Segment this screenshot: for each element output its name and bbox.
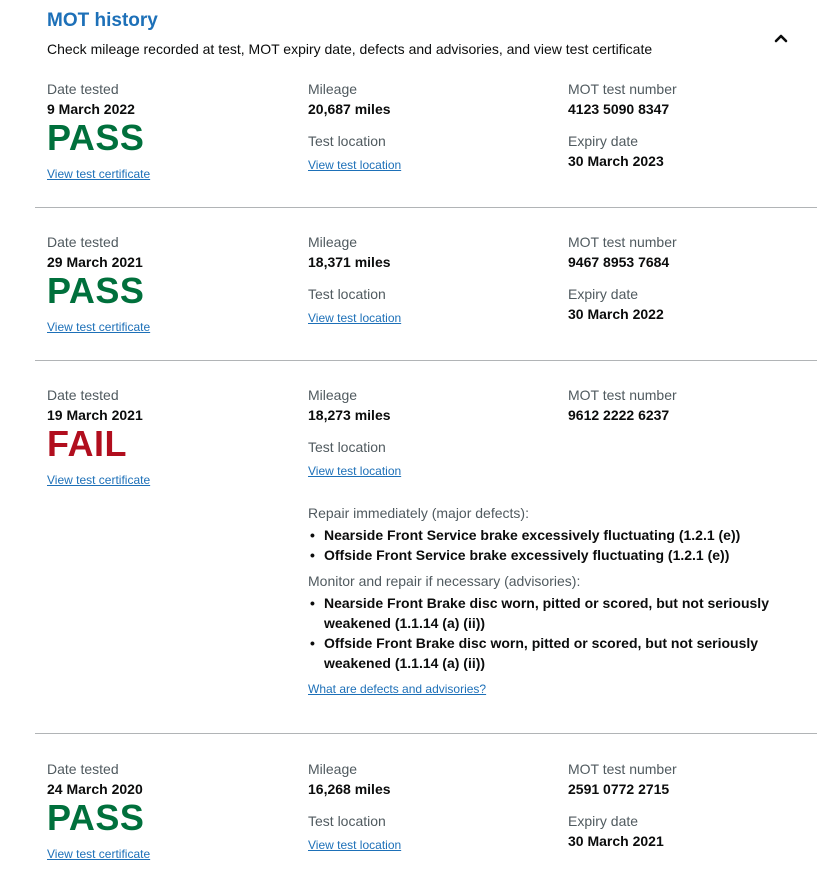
major-defects-list [308, 525, 788, 565]
mot-test-number-label: MOT test number [568, 81, 677, 97]
view-test-location-link[interactable]: View test location [308, 158, 402, 172]
defect-item: • Nearside Front Service brake excessively fluctuating (1.2.1 (e)) [324, 525, 794, 545]
expiry-date-label: Expiry date [568, 286, 639, 302]
expiry-date-value: 30 March 2021 [568, 833, 664, 849]
mot-test-number-value: 4123 5090 8347 [568, 101, 670, 117]
view-test-certificate-link[interactable]: View test certificate [47, 167, 151, 181]
mot-record [35, 760, 817, 874]
view-test-certificate-link[interactable]: View test certificate [47, 473, 151, 487]
advisories-heading: Monitor and repair if necessary (advisories): [308, 573, 581, 589]
date-tested-value: 19 March 2021 [47, 407, 143, 423]
date-tested-label: Date tested [47, 387, 119, 403]
date-tested-label: Date tested [47, 761, 119, 777]
date-tested-value: 29 March 2021 [47, 254, 143, 270]
advisory-item: • Nearside Front Brake disc worn, pitted or scored, but not seriously weakened (1.1.14 (a) (ii)) [324, 593, 794, 633]
mileage-value: 18,371 miles [308, 254, 391, 270]
mot-test-number-label: MOT test number [568, 387, 677, 403]
advisory-item: • Offside Front Brake disc worn, pitted or scored, but not seriously weakened (1.1.14 (a) (ii)) [324, 633, 794, 673]
mot-test-number-value: 2591 0772 2715 [568, 781, 670, 797]
mot-record [35, 386, 817, 734]
mileage-label: Mileage [308, 761, 358, 777]
expiry-date-label: Expiry date [568, 813, 639, 829]
test-result: PASS [47, 117, 145, 158]
mot-test-number-label: MOT test number [568, 234, 677, 250]
view-test-location-link[interactable]: View test location [308, 464, 402, 478]
section-subtitle: Check mileage recorded at test, MOT expiry date, defects and advisories, and view test certificate [47, 41, 653, 57]
date-tested-label: Date tested [47, 81, 119, 97]
mileage-value: 18,273 miles [308, 407, 391, 423]
defect-item: • Offside Front Service brake excessively fluctuating (1.2.1 (e)) [324, 545, 794, 565]
view-test-certificate-link[interactable]: View test certificate [47, 847, 151, 861]
mileage-value: 16,268 miles [308, 781, 391, 797]
section-title: MOT history [47, 10, 158, 31]
expiry-date-value: 30 March 2022 [568, 306, 664, 322]
mot-history-header [47, 10, 807, 58]
defects-section [308, 504, 788, 698]
mot-record [35, 233, 817, 361]
test-location-label: Test location [308, 286, 386, 302]
view-test-location-link[interactable]: View test location [308, 838, 402, 852]
date-tested-label: Date tested [47, 234, 119, 250]
mot-test-number-label: MOT test number [568, 761, 677, 777]
test-result: PASS [47, 270, 145, 311]
mot-test-number-value: 9612 2222 6237 [568, 407, 670, 423]
mot-test-number-value: 9467 8953 7684 [568, 254, 670, 270]
expiry-date-label: Expiry date [568, 133, 639, 149]
test-result: PASS [47, 797, 145, 838]
expiry-date-value: 30 March 2023 [568, 153, 664, 169]
test-location-label: Test location [308, 133, 386, 149]
advisories-list [308, 593, 788, 673]
mot-record [35, 80, 817, 208]
view-test-certificate-link[interactable]: View test certificate [47, 320, 151, 334]
date-tested-value: 9 March 2022 [47, 101, 135, 117]
what-are-defects-link[interactable]: What are defects and advisories? [308, 682, 487, 696]
collapse-chevron-up-icon[interactable] [772, 30, 790, 48]
mileage-label: Mileage [308, 234, 358, 250]
major-defects-heading: Repair immediately (major defects): [308, 505, 529, 521]
view-test-location-link[interactable]: View test location [308, 311, 402, 325]
test-location-label: Test location [308, 813, 386, 829]
test-result: FAIL [47, 423, 127, 464]
mileage-label: Mileage [308, 387, 358, 403]
mileage-value: 20,687 miles [308, 101, 391, 117]
date-tested-value: 24 March 2020 [47, 781, 143, 797]
test-location-label: Test location [308, 439, 386, 455]
mileage-label: Mileage [308, 81, 358, 97]
